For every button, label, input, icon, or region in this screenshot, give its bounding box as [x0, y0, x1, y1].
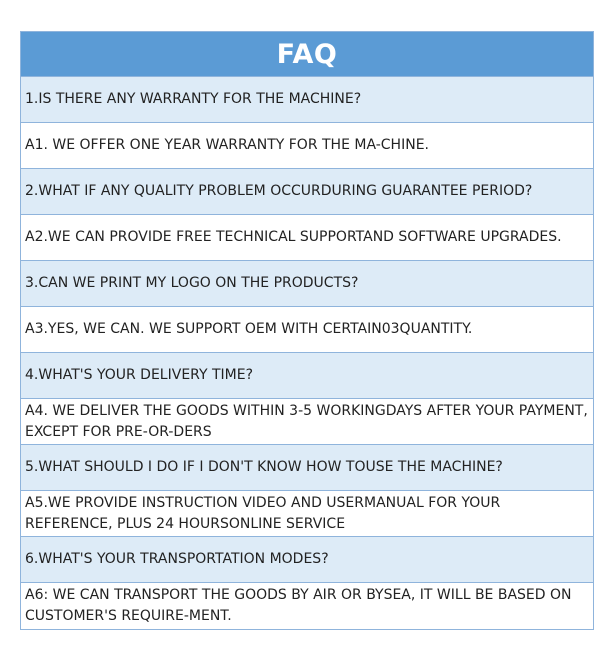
- faq-answer-5: A5.WE PROVIDE INSTRUCTION VIDEO AND USERMANUAL FOR YOUR REFERENCE, PLUS 24 HOURSONLINE SERVICE: [21, 491, 593, 537]
- faq-title: FAQ: [21, 32, 593, 77]
- faq-answer-4: A4. WE DELIVER THE GOODS WITHIN 3-5 WORKINGDAYS AFTER YOUR PAYMENT, EXCEPT FOR PRE-OR-DERS: [21, 399, 593, 445]
- faq-question-6: 6.WHAT'S YOUR TRANSPORTATION MODES?: [21, 537, 593, 583]
- faq-question-5: 5.WHAT SHOULD I DO IF I DON'T KNOW HOW TOUSE THE MACHINE?: [21, 445, 593, 491]
- faq-question-3: 3.CAN WE PRINT MY LOGO ON THE PRODUCTS?: [21, 261, 593, 307]
- faq-answer-1: A1. WE OFFER ONE YEAR WARRANTY FOR THE MA-CHINE.: [21, 123, 593, 169]
- faq-answer-2: A2.WE CAN PROVIDE FREE TECHNICAL SUPPORTAND SOFTWARE UPGRADES.: [21, 215, 593, 261]
- faq-answer-6: A6: WE CAN TRANSPORT THE GOODS BY AIR OR BYSEA, IT WILL BE BASED ON CUSTOMER'S REQUIRE-MENT.: [21, 583, 593, 629]
- faq-answer-3: A3.YES, WE CAN. WE SUPPORT OEM WITH CERTAIN03QUANTITY.: [21, 307, 593, 353]
- faq-question-2: 2.WHAT IF ANY QUALITY PROBLEM OCCURDURING GUARANTEE PERIOD?: [21, 169, 593, 215]
- faq-question-1: 1.IS THERE ANY WARRANTY FOR THE MACHINE?: [21, 77, 593, 123]
- faq-question-4: 4.WHAT'S YOUR DELIVERY TIME?: [21, 353, 593, 399]
- faq-table: [20, 31, 594, 630]
